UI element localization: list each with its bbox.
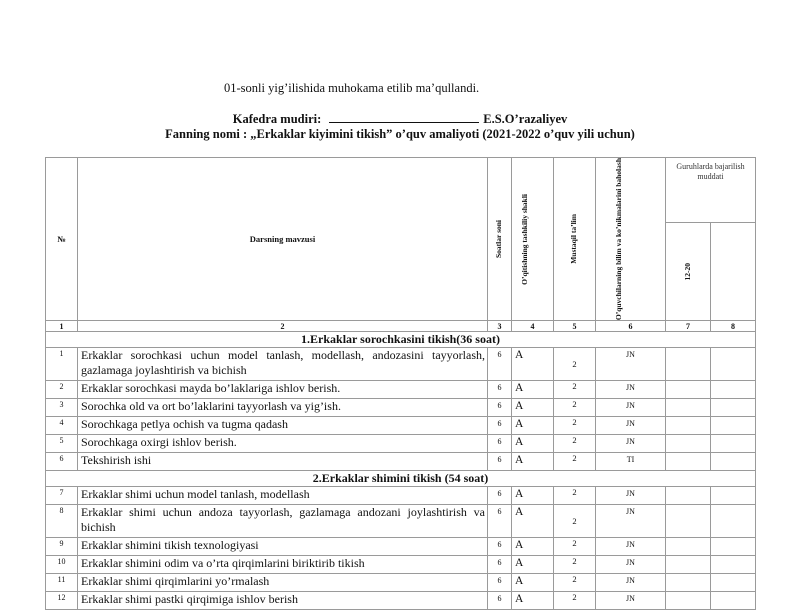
- header-form: O’qitishning tashkiliy shakli: [512, 158, 554, 321]
- row-assessment: JN: [596, 417, 666, 435]
- header-group-sub: 12-20: [666, 223, 711, 321]
- row-topic: Erkaklar sorochkasi mayda bo’laklariga ishlov berish.: [78, 381, 488, 399]
- row-independent: 2: [554, 592, 596, 610]
- row-hours: 6: [488, 381, 512, 399]
- row-independent: 2: [554, 538, 596, 556]
- row-topic: Erkaklar shimi pastki qirqimiga ishlov berish: [78, 592, 488, 610]
- row-topic: Sorochkaga oxirgi ishlov berish.: [78, 435, 488, 453]
- row-assessment: JN: [596, 399, 666, 417]
- row-form: A: [512, 381, 554, 399]
- row-topic: Erkaklar shimi uchun model tanlash, modellash: [78, 487, 488, 505]
- row-independent: 2: [554, 574, 596, 592]
- row-group-2: [711, 592, 756, 610]
- table-row: [46, 592, 756, 610]
- row-independent: 2: [554, 453, 596, 471]
- row-form: A: [512, 574, 554, 592]
- header-independent: Mustaqil ta’lim: [554, 158, 596, 321]
- row-topic: Erkaklar shimini odim va o’rta qirqimlarini biriktirib tikish: [78, 556, 488, 574]
- row-assessment: JN: [596, 487, 666, 505]
- row-group-1: [666, 453, 711, 471]
- row-group-1: [666, 487, 711, 505]
- table-row: [46, 435, 756, 453]
- row-hours: 6: [488, 574, 512, 592]
- row-group-2: [711, 399, 756, 417]
- row-group-2: [711, 574, 756, 592]
- header-number: №: [46, 158, 78, 321]
- row-hours: 6: [488, 399, 512, 417]
- table-row: [46, 538, 756, 556]
- subject-title: Fanning nomi : „Erkaklar kiyimini tikish” o’quv amaliyoti (2021-2022 o’quv yili uchun): [165, 127, 635, 141]
- row-hours: 6: [488, 348, 512, 381]
- row-group-1: [666, 505, 711, 538]
- row-assessment: JN: [596, 574, 666, 592]
- row-independent: 2: [554, 487, 596, 505]
- row-independent: 2: [554, 381, 596, 399]
- signature-blank: [329, 111, 479, 123]
- row-group-2: [711, 453, 756, 471]
- row-topic: Sorochkaga petlya ochish va tugma qadash: [78, 417, 488, 435]
- row-form: A: [512, 399, 554, 417]
- row-group-1: [666, 417, 711, 435]
- row-form: A: [512, 592, 554, 610]
- row-topic: Erkaklar shimi uchun andoza tayyorlash, gazlamaga andozani joylashtirish va bichish: [78, 505, 488, 538]
- row-group-2: [711, 348, 756, 381]
- department-head-name: E.S.O’razaliyev: [483, 112, 568, 126]
- header-assessment: O’quvchilarning bilim va ko’nikmalarini baholash: [596, 158, 666, 321]
- row-topic: Erkaklar sorochkasi uchun model tanlash, modellash, andozasini tayyorlash, gazlamaga joylashtirish va bichish: [78, 348, 488, 381]
- col-number: 1: [46, 321, 78, 332]
- table-row: [46, 505, 756, 538]
- header-group-empty: [711, 223, 756, 321]
- row-hours: 6: [488, 556, 512, 574]
- row-topic: Tekshirish ishi: [78, 453, 488, 471]
- department-head-label: Kafedra mudiri:: [232, 112, 322, 126]
- row-number: 11: [46, 574, 78, 592]
- row-hours: 6: [488, 505, 512, 538]
- row-hours: 6: [488, 435, 512, 453]
- row-independent: 2: [554, 348, 596, 381]
- row-independent: 2: [554, 556, 596, 574]
- col-number: 3: [488, 321, 512, 332]
- row-form: A: [512, 556, 554, 574]
- col-number: 6: [596, 321, 666, 332]
- section-title: 1.Erkaklar sorochkasini tikish(36 soat): [46, 332, 756, 348]
- section-title: 2.Erkaklar shimini tikish (54 soat): [46, 471, 756, 487]
- table-row: [46, 453, 756, 471]
- department-head-line: [0, 111, 800, 127]
- header-hours: Soatlar soni: [488, 158, 512, 321]
- row-number: 5: [46, 435, 78, 453]
- row-group-1: [666, 435, 711, 453]
- col-number: 7: [666, 321, 711, 332]
- row-form: A: [512, 453, 554, 471]
- row-independent: 2: [554, 435, 596, 453]
- approval-note: 01-sonli yig’ilishida muhokama etilib ma’qullandi.: [224, 81, 480, 95]
- row-assessment: TI: [596, 453, 666, 471]
- row-form: A: [512, 538, 554, 556]
- row-group-1: [666, 592, 711, 610]
- row-topic: Sorochka old va ort bo’laklarini tayyorlash va yig’ish.: [78, 399, 488, 417]
- row-assessment: JN: [596, 538, 666, 556]
- row-number: 3: [46, 399, 78, 417]
- row-group-2: [711, 417, 756, 435]
- table-row: [46, 381, 756, 399]
- col-number: 8: [711, 321, 756, 332]
- row-number: 9: [46, 538, 78, 556]
- row-assessment: JN: [596, 556, 666, 574]
- row-form: A: [512, 505, 554, 538]
- table-row: [46, 487, 756, 505]
- row-topic: Erkaklar shimini tikish texnologiyasi: [78, 538, 488, 556]
- row-group-2: [711, 538, 756, 556]
- row-hours: 6: [488, 487, 512, 505]
- row-independent: 2: [554, 399, 596, 417]
- table-row: [46, 417, 756, 435]
- row-form: A: [512, 348, 554, 381]
- row-group-2: [711, 505, 756, 538]
- row-assessment: JN: [596, 505, 666, 538]
- row-independent: 2: [554, 417, 596, 435]
- table-row: [46, 574, 756, 592]
- row-number: 7: [46, 487, 78, 505]
- row-form: A: [512, 417, 554, 435]
- row-group-2: [711, 435, 756, 453]
- col-number: 5: [554, 321, 596, 332]
- row-group-2: [711, 487, 756, 505]
- row-assessment: JN: [596, 381, 666, 399]
- row-topic: Erkaklar shimi qirqimlarini yo’rmalash: [78, 574, 488, 592]
- column-numbers-row: [46, 321, 756, 332]
- row-number: 1: [46, 348, 78, 381]
- col-number: 4: [512, 321, 554, 332]
- col-number: 2: [78, 321, 488, 332]
- row-group-1: [666, 381, 711, 399]
- row-number: 8: [46, 505, 78, 538]
- row-form: A: [512, 435, 554, 453]
- row-group-1: [666, 538, 711, 556]
- row-number: 2: [46, 381, 78, 399]
- row-hours: 6: [488, 417, 512, 435]
- table-body: [46, 332, 756, 610]
- table-row: [46, 348, 756, 381]
- row-hours: 6: [488, 592, 512, 610]
- section-heading-row: [46, 332, 756, 348]
- row-form: A: [512, 487, 554, 505]
- row-number: 12: [46, 592, 78, 610]
- row-number: 6: [46, 453, 78, 471]
- row-group-1: [666, 574, 711, 592]
- row-assessment: JN: [596, 348, 666, 381]
- row-group-1: [666, 348, 711, 381]
- row-group-2: [711, 381, 756, 399]
- row-number: 10: [46, 556, 78, 574]
- row-assessment: JN: [596, 435, 666, 453]
- row-number: 4: [46, 417, 78, 435]
- header-group-period: Guruhlarda bajarilish muddati: [666, 158, 756, 223]
- row-independent: 2: [554, 505, 596, 538]
- curriculum-table: [45, 157, 756, 610]
- row-hours: 6: [488, 538, 512, 556]
- header-topic: Darsning mavzusi: [78, 158, 488, 321]
- row-group-1: [666, 399, 711, 417]
- section-heading-row: [46, 471, 756, 487]
- table-row: [46, 399, 756, 417]
- row-hours: 6: [488, 453, 512, 471]
- row-assessment: JN: [596, 592, 666, 610]
